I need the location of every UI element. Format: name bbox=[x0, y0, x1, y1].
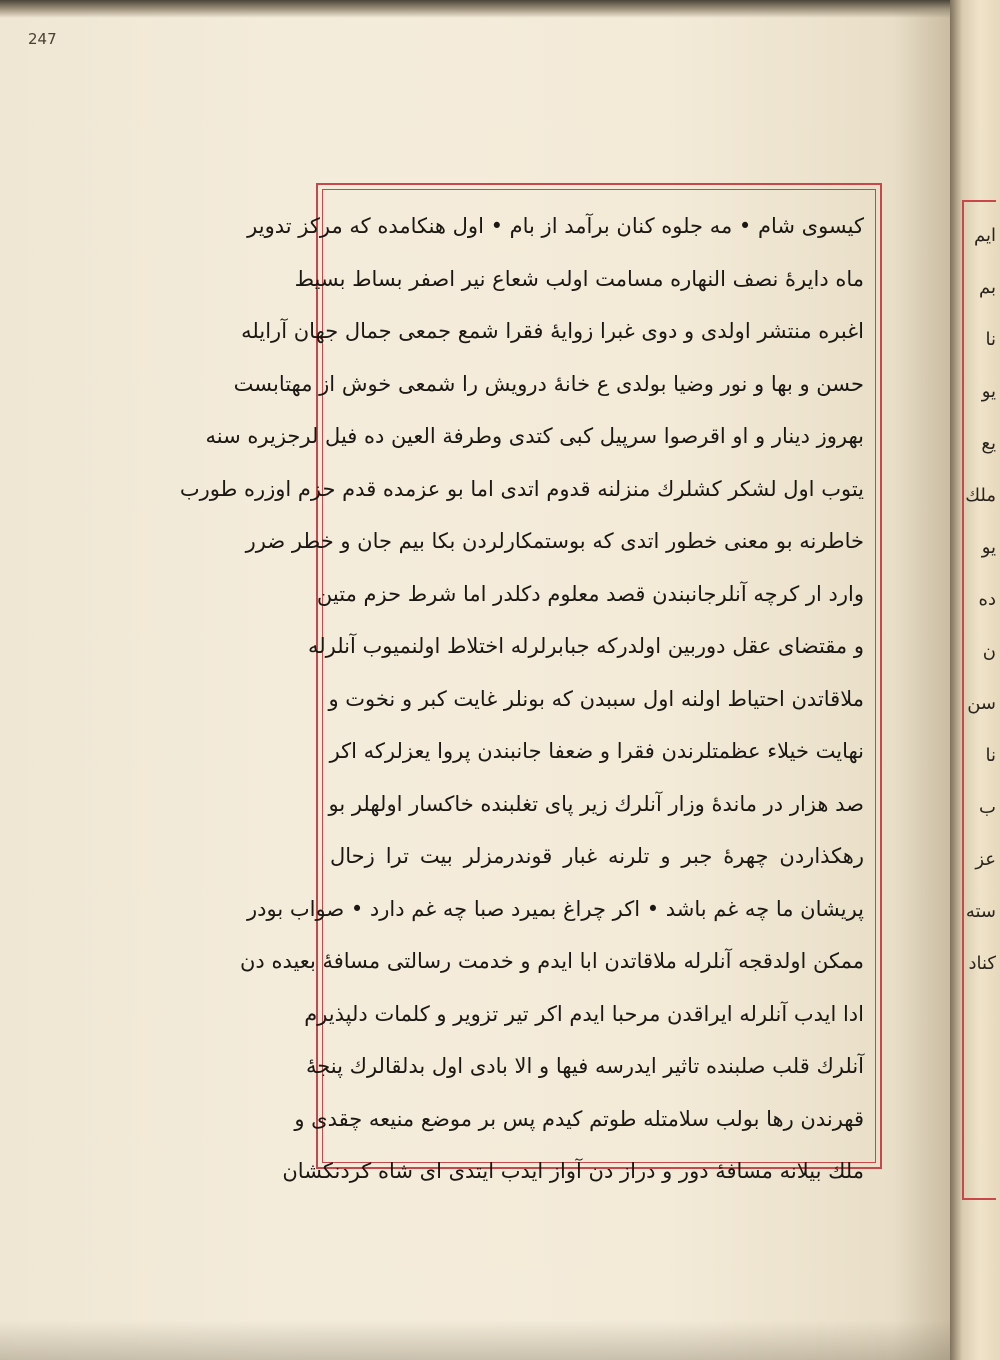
adjacent-fragment: یع bbox=[981, 433, 996, 454]
text-line: وارد ار کرچه آنلرجانبندن قصد معلوم دکلدر اما شرط حزم متین bbox=[316, 581, 864, 606]
page-bottom-shadow bbox=[0, 1320, 950, 1360]
text-line: نهایت خیلاء عظمتلرندن فقرا و ضعفا جانبندن پروا یعزلرکه اکر bbox=[329, 739, 864, 763]
adjacent-fragment: سن bbox=[967, 693, 996, 714]
adjacent-fragment: یو bbox=[981, 381, 996, 402]
adjacent-fragment: ملك bbox=[965, 485, 996, 506]
text-line: ممکن اولدقجه آنلرله ملاقاتدن ابا ایدم و خدمت رسالتی مسافهٔ بعیده دن bbox=[240, 949, 864, 973]
adjacent-fragment: ن bbox=[982, 641, 996, 662]
adjacent-fragment: ایم bbox=[974, 225, 996, 246]
adjacent-fragment: یو bbox=[981, 537, 996, 558]
text-line: آنلرك قلب صلبنده تاثیر ایدرسه فیها و الا بادی اول بدلقالرك پنجهٔ bbox=[305, 1054, 864, 1078]
text-line: خاطرنه بو معنی خطور اتدی که بوستمکارلردن بکا بیم جان و خطر ضرر bbox=[245, 529, 864, 553]
text-line: ملك بیلانه مسافهٔ دور و دراز دن آواز ایدب ایتدی ای شاه کردنکشان bbox=[282, 1159, 864, 1183]
manuscript-text-block bbox=[179, 200, 872, 1183]
text-line: صد هزار در ماندهٔ وزار آنلرك زیر پای تغلبنده خاکسار اولهلر بو bbox=[328, 791, 864, 816]
adjacent-page-text bbox=[966, 210, 996, 1190]
text-line: یتوب اول لشکر کشلرك منزلنه قدوم اتدی اما بو عزمده قدم حزم اوزره طورب bbox=[179, 476, 864, 501]
text-line: ماه دایرهٔ نصف النهاره مسامت اولب شعاع نیر اصفر بساط بسیط bbox=[294, 266, 864, 291]
text-line: قهرندن رها بولب سلامتله طوتم کیدم پس بر موضع منیعه چقدی و bbox=[294, 1106, 864, 1131]
text-line: کیسوی شام • مه جلوه کنان برآمد از بام • اول هنکامده که مرکز تدویر bbox=[247, 214, 864, 238]
adjacent-fragment: سته bbox=[965, 901, 996, 922]
adjacent-fragment: نا bbox=[985, 745, 996, 766]
folio-number: 247 bbox=[28, 30, 57, 48]
text-line: اغبره منتشر اولدی و دوی غبرا زوایهٔ فقرا شمع جمعی جمال جهان آرایله bbox=[241, 319, 864, 343]
adjacent-fragment: عز bbox=[975, 849, 996, 870]
page-top-shadow bbox=[0, 0, 950, 18]
text-line: ملاقاتدن احتیاط اولنه اول سببدن که بونلر غایت کبر و نخوت و bbox=[328, 686, 864, 711]
adjacent-fragment: ب bbox=[979, 797, 996, 818]
text-line: و مقتضای عقل دوربین اولدرکه جبابرلرله اختلاط اولنمیوب آنلرله bbox=[307, 634, 864, 658]
text-line: رهکذاردن چهرهٔ جبر و تلرنه غبار قوندرمزلر بیت ترا زحال bbox=[330, 844, 864, 868]
adjacent-fragment: نا bbox=[985, 329, 996, 350]
adjacent-fragment: بم bbox=[979, 277, 996, 298]
text-line: ادا ایدب آنلرله ایراقدن مرحبا ایدم اکر تیر تزویر و کلمات دلپذیرم bbox=[304, 1001, 864, 1026]
text-line: بهروز دینار و او اقرصوا سرپیل کبی کتدی وطرفة العین ده فیل لرجزیره سنه bbox=[205, 424, 864, 448]
adjacent-fragment: کناد bbox=[968, 953, 996, 974]
adjacent-fragment: ده bbox=[978, 589, 996, 610]
text-line: پریشان ما چه غم باشد • اکر چراغ بمیرد صبا چه غم دارد • صواب بودر bbox=[247, 896, 864, 921]
text-line: حسن و بها و نور وضیا بولدی ع خانهٔ درویش را شمعی خوش از مهتابست bbox=[233, 371, 864, 396]
